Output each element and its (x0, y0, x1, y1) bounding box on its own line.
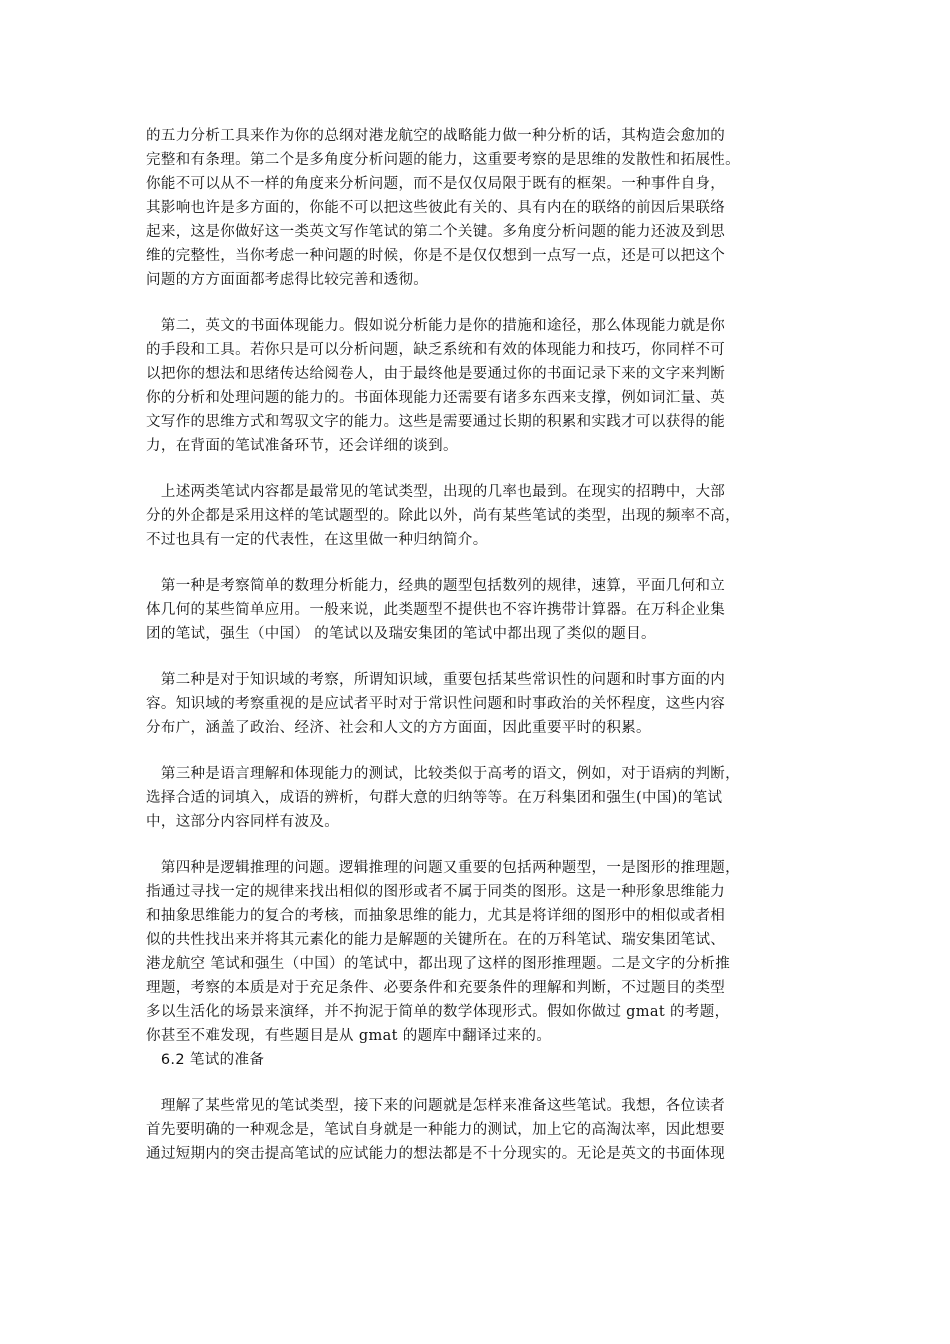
text-line: 指通过寻找一定的规律来找出相似的图形或者不属于同类的图形。这是一种形象思维能力 (146, 884, 726, 900)
text-line: 中，这部分内容同样有波及。 (146, 814, 340, 830)
text-line: 以把你的想法和思绪传达给阅卷人，由于最终他是要通过你的书面记录下来的文字来判断 (146, 366, 726, 382)
text-line: 团的笔试，强生（中国） 的笔试以及瑞安集团的笔试中都出现了类似的题目。 (146, 626, 656, 642)
text-line: 选择合适的词填入，成语的辨析，句群大意的归纳等等。在万科集团和强生(中国)的笔试 (146, 790, 723, 806)
text-line: 首先要明确的一种观念是，笔试自身就是一种能力的测试，加上它的高淘汰率，因此想要 (146, 1122, 726, 1138)
text-line: 容。知识域的考察重视的是应试者平时对于常识性问题和时事政治的关怀程度，这些内容 (146, 696, 726, 712)
paragraph-gap (146, 552, 810, 574)
paragraph (146, 124, 810, 292)
section-heading (146, 1048, 810, 1072)
text-line: 起来，这是你做好这一类英文写作笔试的第二个关键。多角度分析问题的能力还波及到思 (146, 224, 726, 240)
text-line: 分的外企都是采用这样的笔试题型的。除此以外，尚有某些笔试的类型，出现的频率不高， (146, 508, 740, 524)
document-page (146, 124, 810, 1166)
text-line: 分布广，涵盖了政治、经济、社会和人文的方方面面，因此重要平时的积累。 (146, 720, 651, 736)
text-line: 你甚至不难发现，有些题目是从 gmat 的题库中翻译过来的。 (146, 1028, 552, 1044)
text-line: 完整和有条理。第二个是多角度分析问题的能力，这重要考察的是思维的发散性和拓展性。 (146, 152, 740, 168)
text-line: 多以生活化的场景来演绎，并不拘泥于简单的数学体现形式。假如你做过 gmat 的考题， (146, 1004, 730, 1020)
text-line: 通过短期内的突击提高笔试的应试能力的想法都是不十分现实的。无论是英文的书面体现 (146, 1146, 726, 1162)
paragraph (146, 574, 810, 646)
paragraph (146, 762, 810, 834)
text-line: 体几何的某些简单应用。一般来说，此类题型不提供也不容许携带计算器。在万科企业集 (146, 602, 726, 618)
paragraph (146, 856, 810, 1048)
text-line: 第二种是对于知识域的考察，所谓知识域，重要包括某些常识性的问题和时事方面的内 (146, 672, 726, 688)
paragraph-gap (146, 834, 810, 856)
section-heading-text: 6.2 笔试的准备 (146, 1052, 265, 1068)
paragraph-gap (146, 1072, 810, 1094)
text-line: 第二，英文的书面体现能力。假如说分析能力是你的措施和途径，那么体现能力就是你 (146, 318, 726, 334)
text-line: 你的分析和处理问题的能力的。书面体现能力还需要有诸多东西来支撑，例如词汇量、英 (146, 390, 726, 406)
text-line: 你能不可以从不一样的角度来分析问题，而不是仅仅局限于既有的框架。一种事件自身， (146, 176, 726, 192)
paragraph-gap (146, 646, 810, 668)
paragraph (146, 668, 810, 740)
text-line: 第三种是语言理解和体现能力的测试，比较类似于高考的语文，例如，对于语病的判断， (146, 766, 740, 782)
text-line: 第四种是逻辑推理的问题。逻辑推理的问题又重要的包括两种题型，一是图形的推理题， (146, 860, 740, 876)
text-line: 理解了某些常见的笔试类型，接下来的问题就是怎样来准备这些笔试。我想，各位读者 (146, 1098, 726, 1114)
text-line: 第一种是考察简单的数理分析能力，经典的题型包括数列的规律，速算，平面几何和立 (146, 578, 726, 594)
paragraph (146, 1094, 810, 1166)
text-line: 其影响也许是多方面的，你能不可以把这些彼此有关的、具有内在的联络的前因后果联络 (146, 200, 726, 216)
paragraph-gap (146, 458, 810, 480)
text-line: 和抽象思维能力的复合的考核，而抽象思维的能力，尤其是将详细的图形中的相似或者相 (146, 908, 726, 924)
text-line: 力，在背面的笔试准备环节，还会详细的谈到。 (146, 438, 458, 454)
text-line: 理题，考察的本质是对于充足条件、必要条件和充要条件的理解和判断，不过题目的类型 (146, 980, 726, 996)
text-line: 维的完整性，当你考虑一种问题的时候，你是不是仅仅想到一点写一点，还是可以把这个 (146, 248, 726, 264)
text-line: 不过也具有一定的代表性，在这里做一种归纳简介。 (146, 532, 488, 548)
text-line: 问题的方方面面都考虑得比较完善和透彻。 (146, 272, 429, 288)
paragraph (146, 314, 810, 458)
text-line: 的手段和工具。若你只是可以分析问题，缺乏系统和有效的体现能力和技巧，你同样不可 (146, 342, 726, 358)
text-line: 似的共性找出来并将其元素化的能力是解题的关键所在。在的万科笔试、瑞安集团笔试、 (146, 932, 726, 948)
paragraph (146, 480, 810, 552)
paragraph-gap (146, 740, 810, 762)
text-line: 港龙航空 笔试和强生（中国）的笔试中，都出现了这样的图形推理题。二是文字的分析推 (146, 956, 731, 972)
text-line: 的五力分析工具来作为你的总纲对港龙航空的战略能力做一种分析的话，其构造会愈加的 (146, 128, 726, 144)
paragraph-gap (146, 292, 810, 314)
text-line: 上述两类笔试内容都是最常见的笔试类型，出现的几率也最到。在现实的招聘中，大部 (146, 484, 726, 500)
text-line: 文写作的思维方式和驾驭文字的能力。这些是需要通过长期的积累和实践才可以获得的能 (146, 414, 726, 430)
